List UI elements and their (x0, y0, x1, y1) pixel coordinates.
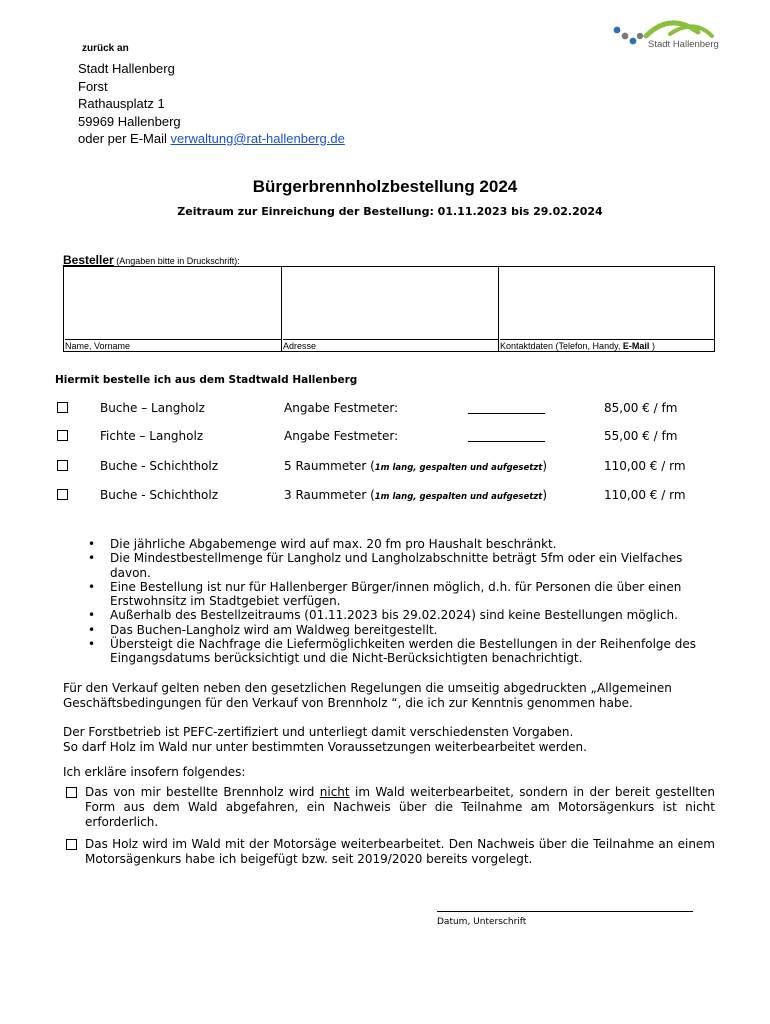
name-field[interactable] (64, 267, 282, 351)
list-item: • Außerhalb des Bestellzeitraums (01.11.2023 bis 29.02.2024) sind keine Bestellungen möglich. (88, 608, 718, 622)
besteller-heading: Besteller (Angaben bitte in Druckschrift): (63, 253, 240, 267)
email-line: oder per E-Mail verwaltung@rat-hallenberg.de (78, 131, 345, 146)
product-row (55, 401, 715, 419)
product-price: 85,00 € / fm (604, 401, 678, 415)
signature-label: Datum, Unterschrift (437, 917, 527, 927)
product-name: Fichte – Langholz (100, 429, 204, 443)
logo-text: Stadt Hallenberg (648, 39, 719, 50)
address-line: Rathausplatz 1 (78, 96, 165, 111)
pefc-paragraph: Der Forstbetrieb ist PEFC-zertifiziert und unterliegt damit verschiedensten Vorgaben. So darf Holz im Wald nur unter bestimmten Voraussetzungen weiterbearbeitet werden. (63, 725, 587, 754)
declaration-intro: Ich erkläre insofern folgendes: (63, 765, 246, 779)
product-amount: 5 Raummeter (1m lang, gespalten und aufgesetzt) (284, 459, 548, 473)
product-price: 110,00 € / rm (604, 459, 686, 473)
product-name: Buche – Langholz (100, 401, 205, 415)
address-field-label: Adresse (283, 339, 499, 351)
product-amount: Angabe Festmeter: (284, 401, 399, 415)
declaration-option-1: Das von mir bestellte Brennholz wird nicht im Wald weiterbearbeitet, sondern in der bereit gestellten Form aus dem Wald abgefahren, ein Nachweis über die Teilnahme am Motorsägenkurs ist nicht erforderlich. (63, 785, 715, 830)
product-amount: 3 Raummeter (1m lang, gespalten und aufgesetzt) (284, 488, 548, 502)
checkbox[interactable] (66, 787, 77, 798)
recipient-address (78, 60, 345, 148)
besteller-table (63, 266, 715, 352)
order-intro: Hiermit bestelle ich aus dem Stadtwald Hallenberg (55, 374, 358, 386)
name-field-label: Name, Vorname (65, 339, 282, 351)
declaration-option-2: Das Holz wird im Wald mit der Motorsäge weiterbearbeitet. Den Nachweis über die Teilnahme an einem Motorsägenkurs habe ich beigefügt bzw. seit 2019/2020 bereits vorgelegt. (63, 837, 715, 867)
checkbox[interactable] (57, 402, 68, 413)
checkbox[interactable] (57, 489, 68, 500)
address-line: Stadt Hallenberg (78, 61, 175, 76)
checkbox[interactable] (57, 430, 68, 441)
product-name: Buche - Schichtholz (100, 488, 219, 502)
amount-input-line[interactable] (468, 441, 545, 442)
list-item: • Eine Bestellung ist nur für Hallenberger Bürger/innen möglich, d.h. für Personen die über einen Erstwohnsitz im Stadtgebiet verfügen. (88, 580, 718, 609)
list-item: • Die Mindestbestellmenge für Langholz und Langholzabschnitte beträgt 5fm oder ein Vielfaches davon. (88, 551, 718, 580)
page-title: Bürgerbrennholzbestellung 2024 (252, 177, 518, 196)
product-row (55, 429, 715, 447)
product-price: 110,00 € / rm (604, 488, 686, 502)
product-row (55, 459, 715, 477)
checkbox[interactable] (57, 460, 68, 471)
back-to-label: zurück an (82, 43, 129, 54)
list-item: • Die jährliche Abgabemenge wird auf max. 20 fm pro Haushalt beschränkt. (88, 537, 718, 551)
list-item: • Übersteigt die Nachfrage die Liefermöglichkeiten werden die Bestellungen in der Reihenfolge des Eingangsdatums berücksichtigt und die Nicht-Berücksichtigten benachrichtigt. (88, 637, 718, 666)
product-amount: Angabe Festmeter: (284, 429, 399, 443)
terms-paragraph: Für den Verkauf gelten neben den gesetzlichen Regelungen die umseitig abgedruckten „Allgemeinen Geschäftsbedingungen für den Verkauf von Brennholz “, die ich zur Kenntnis genommen habe. (63, 681, 672, 710)
list-item: • Das Buchen-Langholz wird am Waldweg bereitgestellt. (88, 623, 718, 637)
signature-line[interactable] (437, 911, 693, 912)
product-price: 55,00 € / fm (604, 429, 678, 443)
address-line: Forst (78, 78, 108, 94)
conditions-list (88, 537, 718, 666)
product-row (55, 488, 715, 506)
contact-field-label: Kontaktdaten (Telefon, Handy, E-Mail ) (500, 339, 715, 351)
address-field[interactable] (282, 267, 499, 351)
stadt-hallenberg-logo (612, 14, 727, 54)
address-line: 59969 Hallenberg (78, 113, 181, 129)
submission-period: Zeitraum zur Einreichung der Bestellung: 01.11.2023 bis 29.02.2024 (177, 205, 603, 218)
contact-field[interactable] (499, 267, 714, 351)
product-name: Buche - Schichtholz (100, 459, 219, 473)
email-link[interactable]: verwaltung@rat-hallenberg.de (170, 131, 345, 146)
checkbox[interactable] (66, 839, 77, 850)
amount-input-line[interactable] (468, 413, 545, 414)
